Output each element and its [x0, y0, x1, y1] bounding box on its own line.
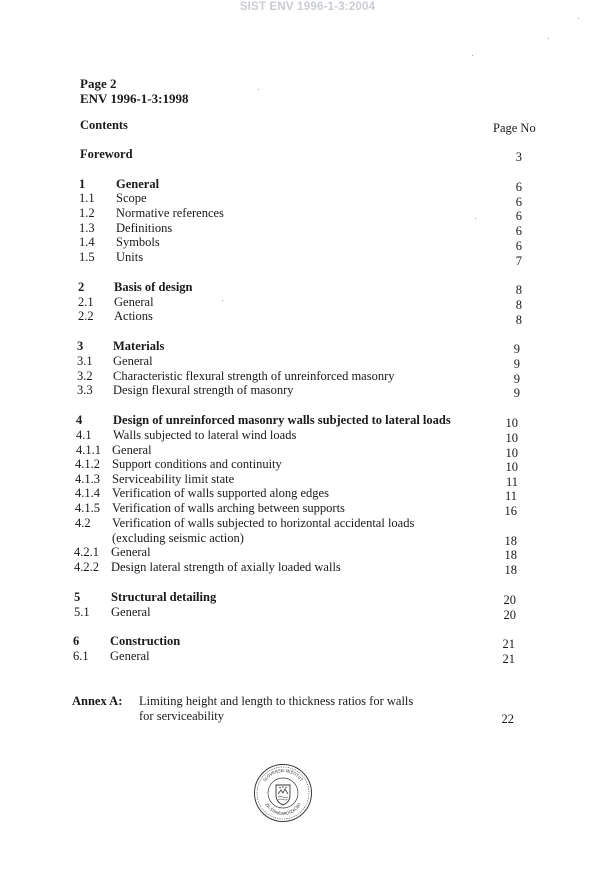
official-seal — [253, 763, 313, 823]
scan-speck — [222, 300, 223, 301]
toc-entry-title: General — [111, 605, 151, 619]
toc-entry-title: Verification of walls subjected to horizontal accidental loads — [112, 516, 415, 530]
toc-entry-number: 3.2 — [77, 369, 93, 383]
toc-entry-title: Design flexural strength of masonry — [113, 383, 294, 397]
toc-entry-title: Units — [116, 250, 144, 264]
toc-section-title: Structural detailing — [111, 590, 217, 604]
toc-entry-number: 2.2 — [78, 309, 94, 323]
toc-entry-page: 6 — [515, 195, 522, 209]
scan-speck — [578, 18, 579, 19]
toc-section-title: General — [116, 177, 160, 191]
toc-entry-number: 4.2.2 — [74, 560, 99, 574]
toc-entry-page: 16 — [504, 504, 517, 518]
toc-entry-number: 4.1.4 — [75, 486, 100, 500]
toc-foreword-title: Foreword — [80, 147, 133, 161]
standard-id: ENV 1996-1-3:1998 — [80, 91, 189, 106]
toc-entry-number: 4.1.5 — [75, 501, 100, 515]
toc-entry-title-continued: (excluding seismic action) — [112, 531, 244, 545]
toc-entry-page: 10 — [505, 446, 518, 460]
toc-entry-title: General — [114, 295, 154, 309]
seal-mountain-icon — [278, 789, 288, 794]
toc-section-number: 6 — [73, 634, 80, 648]
toc-entry-number: 4.2.1 — [74, 545, 99, 559]
toc-entry-number: 1.3 — [79, 221, 95, 235]
toc-entry-title: General — [110, 649, 150, 663]
toc-entry-number: 4.1 — [76, 428, 92, 442]
watermark: SIST ENV 1996-1-3:2004 — [239, 1, 376, 13]
toc-foreword-page: 3 — [515, 150, 522, 164]
contents-heading: Contents — [80, 118, 128, 132]
annex-label: Annex A: — [72, 694, 123, 708]
toc-entry-page: 7 — [515, 254, 522, 268]
toc-entry-title: Characteristic flexural strength of unreinforced masonry — [113, 369, 395, 383]
toc-entry-title: Serviceability limit state — [112, 472, 235, 486]
annex-page: 22 — [501, 712, 514, 726]
toc-entry-number: 3.1 — [77, 354, 93, 368]
toc-entry-title: General — [111, 545, 151, 559]
toc-section-page: 21 — [502, 637, 515, 651]
toc-section-page: 8 — [515, 283, 522, 297]
toc-section-title: Basis of design — [114, 280, 193, 294]
toc-entry-page: 10 — [505, 460, 518, 474]
toc-entry-number: 4.1.1 — [76, 443, 101, 457]
scan-speck — [548, 38, 549, 39]
toc-section-title: Materials — [113, 339, 165, 353]
toc-entry-number: 1.2 — [79, 206, 95, 220]
toc-entry-number: 4.2 — [75, 516, 91, 530]
seal-waves-icon — [278, 797, 288, 801]
page-number: Page 2 — [80, 76, 117, 91]
toc-entry-title: General — [113, 354, 153, 368]
toc-entry-title: Actions — [114, 309, 153, 323]
toc-entry-page: 11 — [504, 489, 517, 503]
toc-entry-page: 9 — [513, 357, 520, 371]
seal-shield-icon — [276, 785, 290, 805]
toc-entry-number: 1.5 — [79, 250, 95, 264]
toc-entry-page: 21 — [502, 652, 515, 666]
toc-entry-title: Symbols — [116, 235, 160, 249]
toc-section-number: 1 — [79, 177, 86, 191]
scan-speck — [258, 89, 259, 90]
scan-speck — [472, 55, 473, 56]
toc-entry-title: Design lateral strength of axially loaded walls — [111, 560, 341, 574]
seal-bottom-text: ZA STANDARDIZACIJO — [264, 801, 302, 817]
seal-top-text: SLOVENSKI INŠTITUT — [262, 767, 304, 783]
toc-entry-page: 9 — [513, 386, 520, 400]
toc-entry-page: 18 — [504, 563, 517, 577]
toc-entry-page: 6 — [515, 209, 522, 223]
toc-entry-number: 1.4 — [79, 235, 95, 249]
toc-entry-page: 10 — [505, 431, 518, 445]
toc-section-page: 10 — [505, 416, 518, 430]
toc-section-page: 6 — [515, 180, 522, 194]
toc-entry-title: Verification of walls arching between supports — [112, 501, 345, 515]
toc-entry-page: 8 — [515, 298, 522, 312]
toc-section-number: 3 — [77, 339, 84, 353]
toc-entry-page: 6 — [515, 239, 522, 253]
toc-entry-page: 11 — [505, 475, 518, 489]
toc-entry-title: General — [112, 443, 152, 457]
toc-entry-number: 1.1 — [79, 191, 95, 205]
toc-entry-number: 4.1.3 — [75, 472, 100, 486]
annex-title-continued: for serviceability — [139, 709, 225, 723]
toc-entry-number: 6.1 — [73, 649, 89, 663]
toc-entry-title: Support conditions and continuity — [112, 457, 282, 471]
toc-entry-page: 6 — [515, 224, 522, 238]
toc-entry-page: 20 — [503, 608, 516, 622]
toc-section-page: 9 — [513, 342, 520, 356]
toc-section-title: Construction — [110, 634, 181, 648]
annex-title: Limiting height and length to thickness ratios for walls — [139, 694, 414, 708]
toc-section-number: 4 — [76, 413, 83, 427]
toc-entry-number: 4.1.2 — [75, 457, 100, 471]
page-no-heading: Page No — [493, 121, 536, 135]
toc-entry-number: 5.1 — [74, 605, 90, 619]
toc-entry-title: Walls subjected to lateral wind loads — [113, 428, 297, 442]
toc-entry-page: 18 — [504, 548, 517, 562]
scan-speck — [475, 218, 476, 219]
toc-entry-number: 2.1 — [78, 295, 94, 309]
toc-section-title: Design of unreinforced masonry walls subjected to lateral loads — [113, 413, 451, 427]
toc-entry-title: Verification of walls supported along edges — [112, 486, 329, 500]
toc-entry-page: 18 — [504, 534, 517, 548]
toc-entry-number: 3.3 — [77, 383, 93, 397]
toc-entry-page: 9 — [513, 372, 520, 386]
toc-section-page: 20 — [503, 593, 516, 607]
toc-entry-title: Definitions — [116, 221, 173, 235]
toc-section-number: 2 — [78, 280, 85, 294]
toc-entry-title: Scope — [116, 191, 147, 205]
toc-entry-title: Normative references — [116, 206, 224, 220]
toc-entry-page: 8 — [515, 313, 522, 327]
toc-section-number: 5 — [74, 590, 81, 604]
